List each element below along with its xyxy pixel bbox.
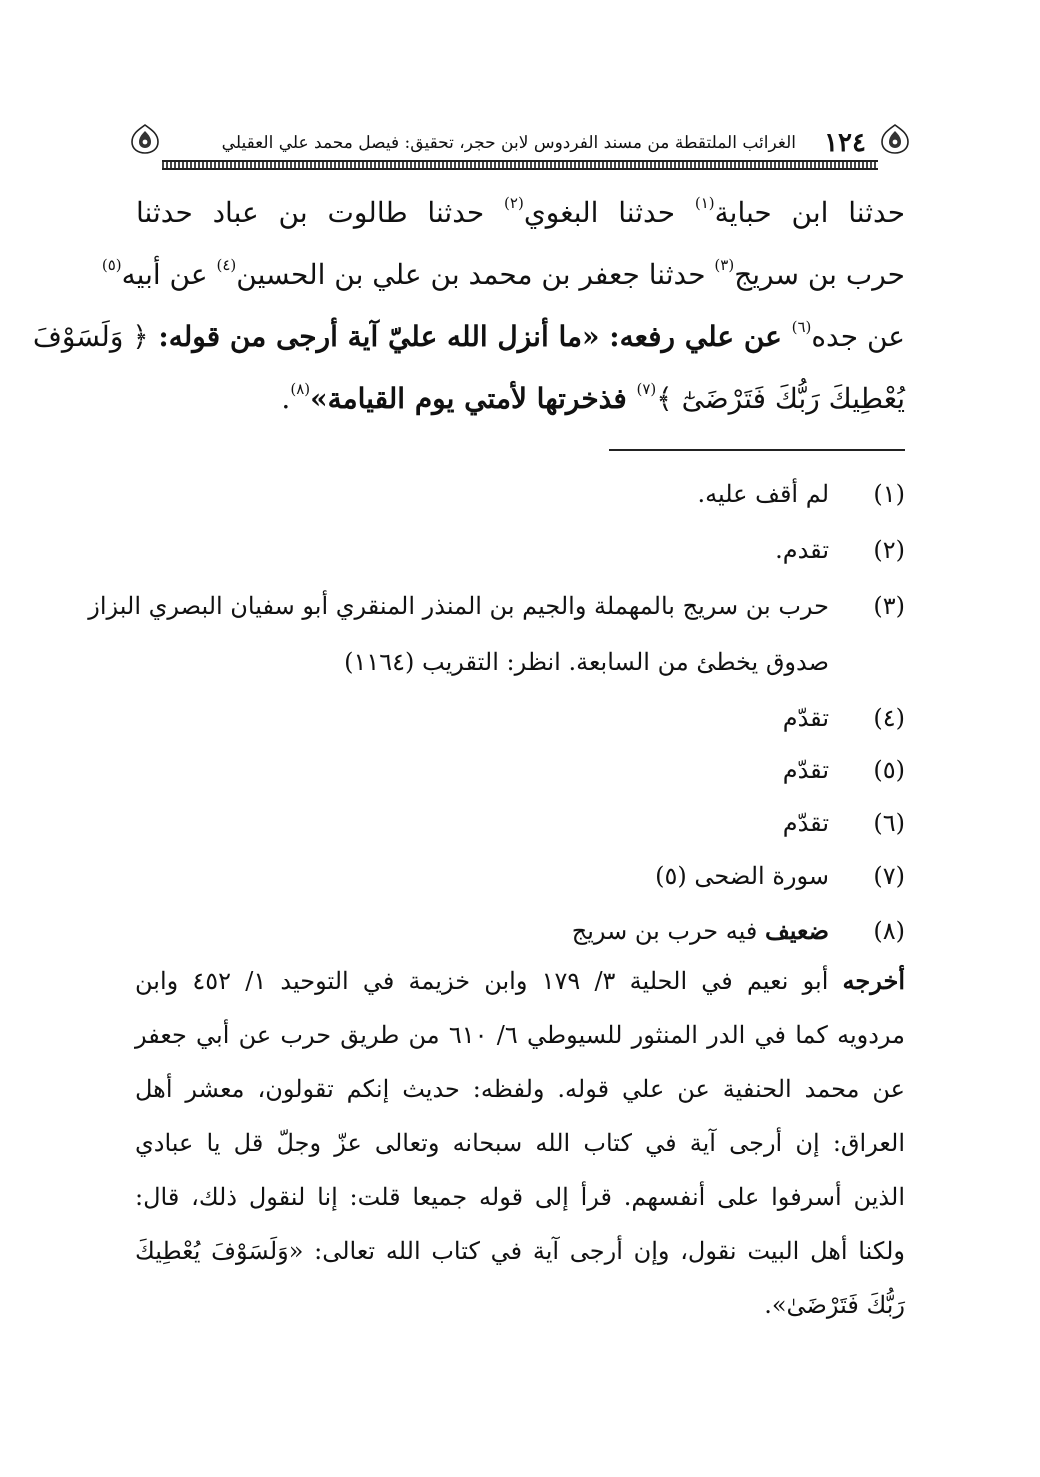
footnote-ref: (٢)	[504, 194, 524, 212]
footnote-text: تقدّم	[782, 756, 829, 784]
footnote-number: (٣)	[873, 592, 905, 620]
isnad-text: حدثنا ابن حباية	[714, 196, 906, 229]
takhrij-line: الذين أسرفوا على أنفسهم. قرأ إلى قوله جميعا قلت: إنا لنقول ذلك، قال:	[135, 1183, 905, 1211]
grading-label: ضعيف	[764, 916, 829, 945]
footnote-ref: (١)	[694, 194, 715, 212]
footnote-text: سورة الضحى (٥)	[655, 862, 829, 890]
takhrij-line	[135, 954, 905, 1008]
footnote-number: (٤)	[873, 704, 905, 732]
footnote-ref: (٤)	[216, 256, 237, 274]
isnad-text: حرب بن سريج	[734, 258, 905, 291]
footnote-number: (٧)	[873, 862, 905, 890]
footnote-text: تقدم.	[775, 536, 829, 564]
page-header	[128, 120, 912, 172]
footnote-ref: (٨)	[290, 380, 311, 398]
quran-verse: يُعْطِيكَ رَبُّكَ فَتَرْضَىٰٓ ﴾	[656, 382, 905, 415]
takhrij-text: أبو نعيم في الحلية ٣/ ١٧٩ وابن خزيمة في التوحيد ١/ ٤٥٢ وابن	[135, 967, 843, 995]
isnad-text: حدثنا طالوت بن عباد حدثنا	[136, 196, 505, 229]
footnote-ref: (٥)	[101, 256, 122, 274]
grading-reason: فيه حرب بن سريج	[571, 917, 765, 945]
matn-text: عن علي رفعه: «ما أنزل الله عليّ آية أرجى من قوله:	[148, 320, 792, 353]
footnote-ref: (٦)	[791, 318, 812, 336]
quran-verse: ﴿ وَلَسَوْفَ	[32, 320, 149, 353]
footnote-ref: (٧)	[636, 380, 657, 398]
takhrij-line: ولكنا أهل البيت نقول، وإن أرجى آية في كتاب الله تعالى: «وَلَسَوْفَ يُعْطِيكَ	[135, 1237, 905, 1265]
footnote-ref: (٣)	[714, 256, 735, 274]
footnote-text: حرب بن سريج بالمهملة والجيم بن المنذر المنقري أبو سفيان البصري البزاز	[88, 592, 829, 620]
footnote-text: تقدّم	[782, 809, 829, 837]
running-title: الغرائب الملتقطة من مسند الفردوس لابن حجر، تحقيق: فيصل محمد علي العقيلي	[221, 133, 796, 153]
footnote-number: (٥)	[873, 756, 905, 784]
footnote-continuation: صدوق يخطئ من السابعة. انظر: التقريب (١١٦٤)	[344, 648, 829, 676]
footnote-number: (١)	[873, 480, 905, 508]
floral-ornament-icon	[878, 122, 912, 156]
footnote-separator	[609, 449, 905, 451]
footnote-number: (٦)	[873, 809, 905, 837]
hadith-line	[101, 244, 905, 306]
takhrij-label: أخرجه	[842, 966, 905, 995]
punctuation: .	[281, 382, 291, 415]
isnad-text: حدثنا البغوي	[523, 196, 695, 229]
footnote-number: (٨)	[873, 917, 905, 945]
footnote-text: تقدّم	[782, 704, 829, 732]
footnote-number: (٢)	[873, 536, 905, 564]
takhrij-paragraph	[135, 954, 905, 1332]
takhrij-line: رَبُّكَ فَتَرْضَىٰ».	[764, 1291, 905, 1319]
hadith-line	[136, 368, 905, 430]
hadith-line	[136, 182, 905, 244]
footnote-text	[572, 903, 829, 959]
isnad-text: حدثنا جعفر بن محمد بن علي بن الحسين	[236, 258, 715, 291]
floral-ornament-icon	[128, 122, 162, 156]
page-number: ١٢٤	[824, 128, 866, 158]
isnad-text: عن جده	[811, 320, 905, 353]
isnad-text: عن أبيه	[121, 258, 217, 291]
takhrij-line: مردويه كما في الدر المنثور للسيوطي ٦/ ٦١٠ من طريق حرب عن أبي جعفر	[135, 1021, 905, 1049]
hadith-line	[32, 306, 905, 368]
matn-text: فذخرتها لأمتي يوم القيامة»	[310, 382, 637, 415]
takhrij-line: العراق: إن أرجى آية في كتاب الله سبحانه وتعالى عزّ وجلّ قل يا عبادي	[135, 1129, 905, 1157]
header-divider	[162, 160, 878, 170]
footnote-text: لم أقف عليه.	[697, 480, 829, 508]
hadith-text	[32, 182, 906, 430]
takhrij-line: عن محمد الحنفية عن علي قوله. ولفظه: حديث إنكم تقولون، معشر أهل	[135, 1075, 905, 1103]
